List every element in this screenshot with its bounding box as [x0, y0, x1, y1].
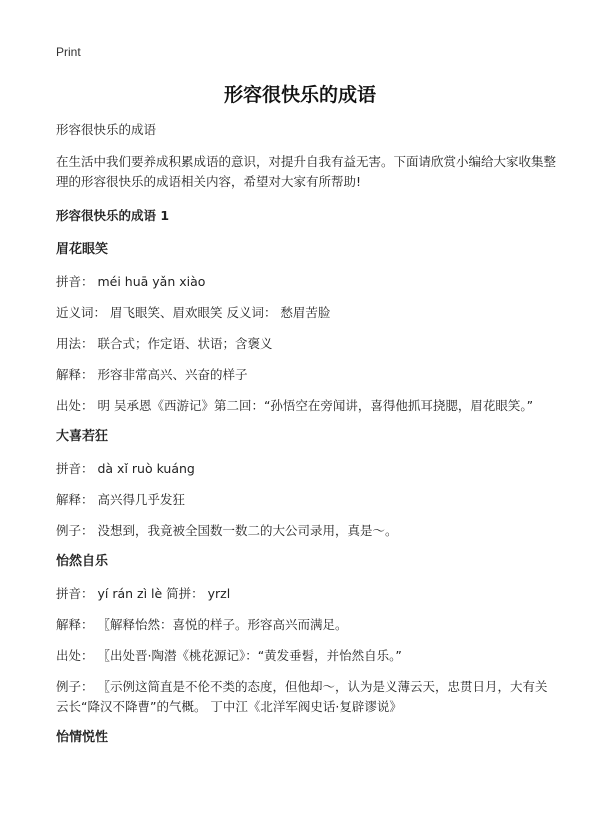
idiom-meaning: 解释： 〖解释怡然：喜悦的样子。形容高兴而满足。	[56, 617, 348, 632]
idiom-title: 怡然自乐	[56, 554, 109, 569]
section-title: 形容很快乐的成语 1	[56, 208, 170, 223]
idiom-source: 出处： 〖出处晋·陶潜《桃花源记》：“黄发垂髫，并怡然自乐。”	[56, 648, 402, 663]
idiom-meaning: 解释： 高兴得几乎发狂	[56, 492, 185, 507]
idiom-title: 大喜若狂	[56, 429, 109, 444]
page-title: 形容很快乐的成语	[223, 84, 376, 106]
idiom-pinyin: 拼音： dà xǐ ruò kuáng	[56, 461, 195, 476]
idiom-usage: 用法： 联合式；作定语、状语；含褒义	[56, 336, 273, 351]
idiom-pinyin: 拼音： méi huā yǎn xiào	[56, 274, 206, 289]
article-intro: 在生活中我们要养成积累成语的意识，对提升自我有益无害。下面请欣赏小编给大家收集整理的形容很快乐的成语相关内容，希望对大家有所帮助!	[56, 154, 557, 189]
idiom-title: 怡情悦性	[56, 730, 109, 745]
idiom-pinyin: 拼音： yí rán zì lè 简拼： yrzl	[56, 586, 231, 601]
idiom-source: 出处： 明 吴承恩《西游记》第二回：“孙悟空在旁闻讲，喜得他抓耳挠腮，眉花眼笑。”	[56, 398, 534, 413]
idiom-example: 例子： 没想到，我竟被全国数一数二的大公司录用，真是～。	[56, 523, 398, 538]
idiom-example: 例子： 〖示例这简直是不伦不类的态度，但他却～，认为是义薄云天，忠贯日月，大有关云长“降汉不降曹”的气概。 丁中江《北洋军阀史话·复辟谬说》	[56, 679, 548, 714]
idiom-meaning: 解释： 形容非常高兴、兴奋的样子	[56, 367, 248, 382]
article-body	[56, 120, 556, 760]
idiom-title: 眉花眼笑	[56, 242, 109, 257]
article-subtitle: 形容很快乐的成语	[56, 122, 157, 137]
idiom-synonym: 近义词： 眉飞眼笑、眉欢眼笑 反义词： 愁眉苦脸	[56, 305, 331, 320]
print-link[interactable]: Print	[56, 45, 81, 59]
